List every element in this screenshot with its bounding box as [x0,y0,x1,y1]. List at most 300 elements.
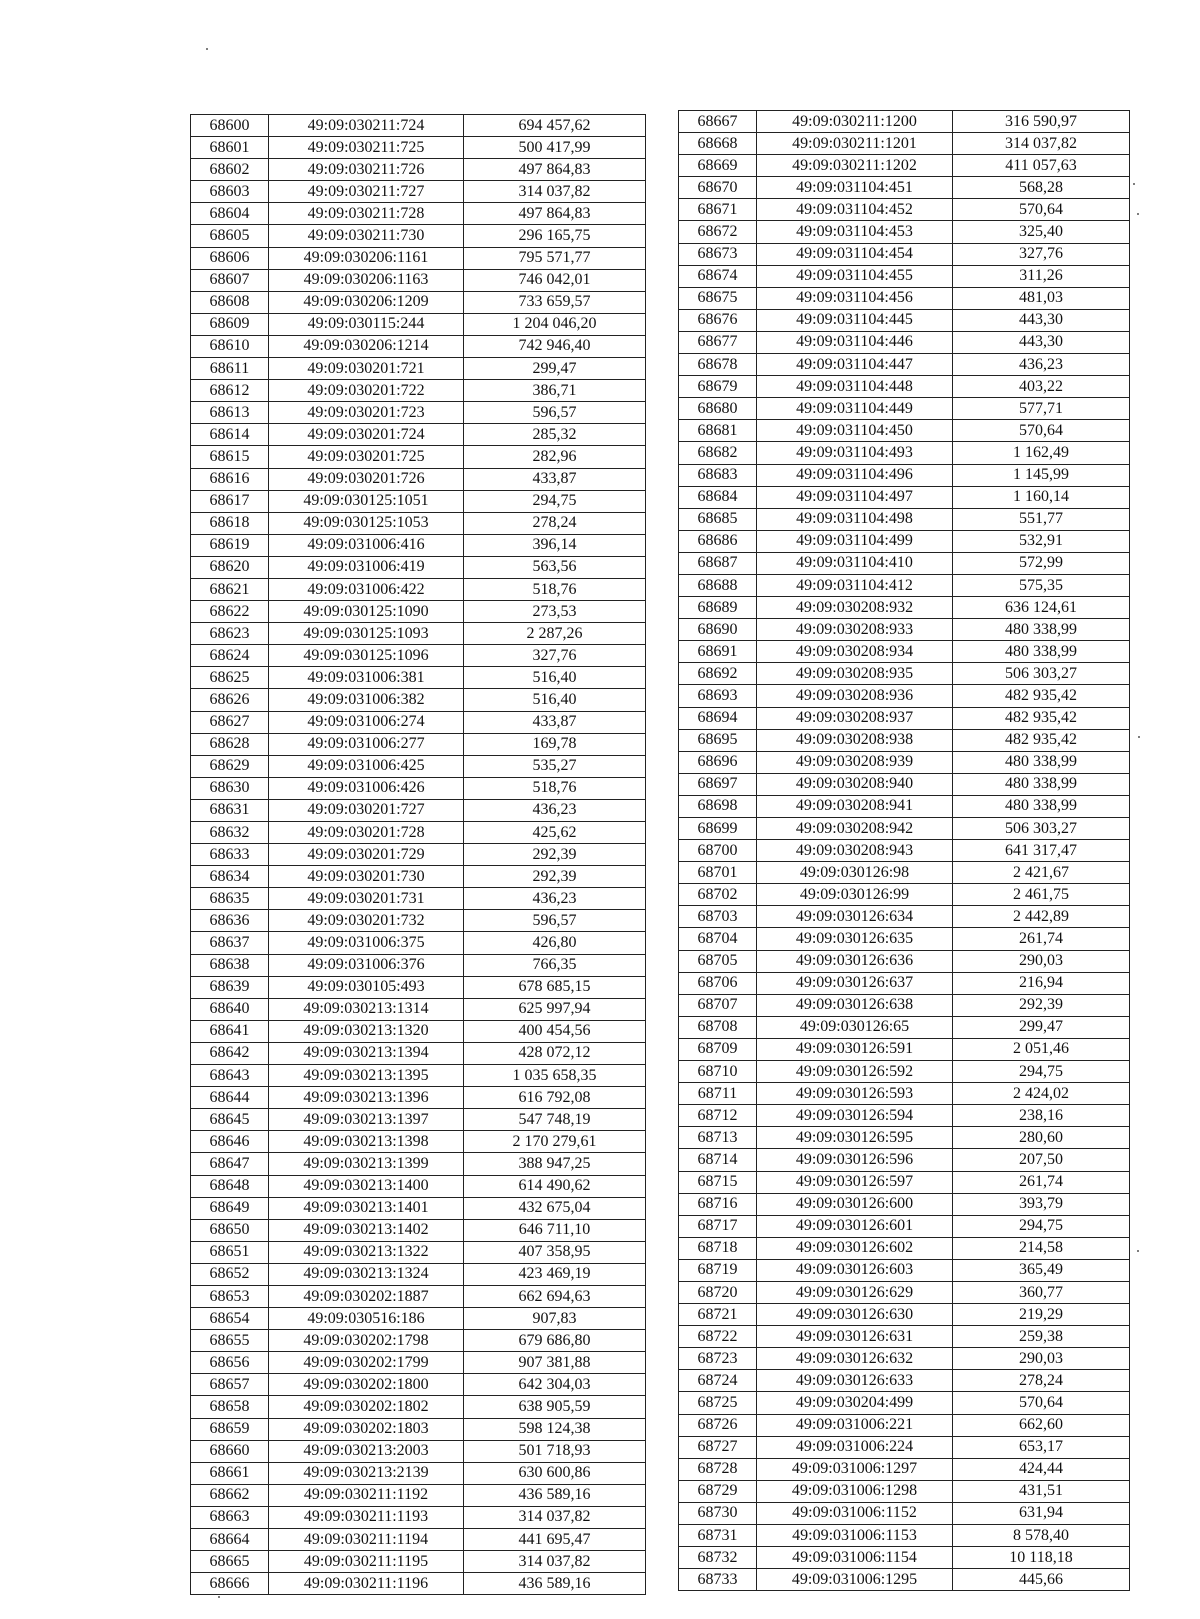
cadastral-number-cell: 49:09:030105:493 [269,976,464,998]
table-row [191,976,646,998]
value-cell: 630 600,86 [464,1462,646,1484]
cadastral-number-cell: 49:09:030126:65 [757,1016,953,1038]
table-row [191,799,646,821]
cadastral-number-cell: 49:09:030213:1397 [269,1109,464,1131]
value-cell: 407 358,95 [464,1241,646,1263]
row-number-cell: 68695 [679,729,757,751]
value-cell: 278,24 [464,512,646,534]
value-cell: 1 035 658,35 [464,1065,646,1087]
table-row [191,1484,646,1506]
row-number-cell: 68673 [679,243,757,265]
row-number-cell: 68671 [679,199,757,221]
cadastral-number-cell: 49:09:030211:1193 [269,1506,464,1528]
table-row [191,313,646,335]
value-cell: 207,50 [953,1149,1130,1171]
value-cell: 497 864,83 [464,203,646,225]
row-number-cell: 68681 [679,420,757,442]
value-cell: 482 935,42 [953,685,1130,707]
cadastral-number-cell: 49:09:030201:725 [269,446,464,468]
value-cell: 2 424,02 [953,1083,1130,1105]
value-cell: 631,94 [953,1502,1130,1524]
cadastral-number-cell: 49:09:030201:721 [269,358,464,380]
table-row [191,1197,646,1219]
cadastral-number-cell: 49:09:030126:595 [757,1127,953,1149]
value-cell: 169,78 [464,733,646,755]
table-row [679,486,1130,508]
cadastral-number-cell: 49:09:030213:1395 [269,1065,464,1087]
value-cell: 616 792,08 [464,1087,646,1109]
table-row [679,265,1130,287]
table-row [679,1061,1130,1083]
value-cell: 436 589,16 [464,1573,646,1595]
cadastral-number-cell: 49:09:030213:1402 [269,1219,464,1241]
row-number-cell: 68624 [191,645,269,667]
row-number-cell: 68684 [679,486,757,508]
cadastral-number-cell: 49:09:030211:1196 [269,1573,464,1595]
row-number-cell: 68650 [191,1219,269,1241]
table-row [679,663,1130,685]
row-number-cell: 68733 [679,1569,757,1591]
cadastral-number-cell: 49:09:031006:221 [757,1414,953,1436]
table-row [191,689,646,711]
value-cell: 482 935,42 [953,707,1130,729]
cadastral-number-cell: 49:09:030213:1314 [269,998,464,1020]
scan-speck [1138,736,1140,738]
scan-speck [1133,183,1135,185]
row-number-cell: 68724 [679,1370,757,1392]
value-cell: 425,62 [464,822,646,844]
table-row [679,1149,1130,1171]
row-number-cell: 68683 [679,464,757,486]
row-number-cell: 68655 [191,1330,269,1352]
row-number-cell: 68651 [191,1241,269,1263]
row-number-cell: 68645 [191,1109,269,1131]
value-cell: 280,60 [953,1127,1130,1149]
cadastral-number-cell: 49:09:030211:724 [269,115,464,137]
table-row [679,1193,1130,1215]
cadastral-number-cell: 49:09:030125:1093 [269,623,464,645]
cadastral-number-cell: 49:09:030125:1051 [269,490,464,512]
scan-speck [1137,1250,1139,1252]
cadastral-number-cell: 49:09:031104:412 [757,574,953,596]
value-cell: 547 748,19 [464,1109,646,1131]
row-number-cell: 68697 [679,773,757,795]
row-number-cell: 68700 [679,840,757,862]
table-row [679,751,1130,773]
row-number-cell: 68641 [191,1020,269,1042]
table-row [679,530,1130,552]
cadastral-number-cell: 49:09:031104:496 [757,464,953,486]
value-cell: 518,76 [464,777,646,799]
cadastral-number-cell: 49:09:031104:448 [757,376,953,398]
cadastral-number-cell: 49:09:031104:498 [757,508,953,530]
row-number-cell: 68715 [679,1171,757,1193]
row-number-cell: 68714 [679,1149,757,1171]
row-number-cell: 68600 [191,115,269,137]
right-table-body [679,111,1130,1591]
value-cell: 431,51 [953,1480,1130,1502]
row-number-cell: 68620 [191,556,269,578]
cadastral-number-cell: 49:09:030213:1398 [269,1131,464,1153]
row-number-cell: 68627 [191,711,269,733]
cadastral-number-cell: 49:09:031104:499 [757,530,953,552]
cadastral-number-cell: 49:09:030208:938 [757,729,953,751]
cadastral-number-cell: 49:09:030213:1399 [269,1153,464,1175]
table-row [679,221,1130,243]
cadastral-number-cell: 49:09:030211:1195 [269,1551,464,1573]
cadastral-number-cell: 49:09:030208:940 [757,773,953,795]
table-row [191,1263,646,1285]
row-number-cell: 68701 [679,862,757,884]
table-row [191,1440,646,1462]
cadastral-number-cell: 49:09:030211:1192 [269,1484,464,1506]
value-cell: 746 042,01 [464,269,646,291]
cadastral-number-cell: 49:09:031006:416 [269,534,464,556]
cadastral-number-cell: 49:09:030126:632 [757,1348,953,1370]
table-row [191,1131,646,1153]
cadastral-number-cell: 49:09:030126:631 [757,1326,953,1348]
row-number-cell: 68656 [191,1352,269,1374]
row-number-cell: 68707 [679,994,757,1016]
row-number-cell: 68605 [191,225,269,247]
cadastral-number-cell: 49:09:030126:603 [757,1259,953,1281]
cadastral-number-cell: 49:09:030516:186 [269,1308,464,1330]
cadastral-number-cell: 49:09:030211:725 [269,137,464,159]
value-cell: 299,47 [953,1016,1130,1038]
row-number-cell: 68649 [191,1197,269,1219]
value-cell: 596,57 [464,402,646,424]
table-row [191,1042,646,1064]
value-cell: 433,87 [464,468,646,490]
table-row [679,972,1130,994]
row-number-cell: 68630 [191,777,269,799]
value-cell: 393,79 [953,1193,1130,1215]
table-row [679,574,1130,596]
cadastral-number-cell: 49:09:030126:601 [757,1215,953,1237]
table-row [191,424,646,446]
value-cell: 436,23 [464,799,646,821]
table-row [191,269,646,291]
table-row [191,910,646,932]
table-row [191,1551,646,1573]
row-number-cell: 68646 [191,1131,269,1153]
cadastral-number-cell: 49:09:030201:722 [269,380,464,402]
cadastral-number-cell: 49:09:030206:1209 [269,291,464,313]
table-row [679,111,1130,133]
table-row [191,711,646,733]
row-number-cell: 68626 [191,689,269,711]
table-row [191,159,646,181]
cadastral-number-cell: 49:09:030126:99 [757,884,953,906]
row-number-cell: 68682 [679,442,757,464]
value-cell: 516,40 [464,689,646,711]
row-number-cell: 68665 [191,1551,269,1573]
table-row [191,181,646,203]
row-number-cell: 68652 [191,1263,269,1285]
cadastral-number-cell: 49:09:030126:594 [757,1105,953,1127]
value-cell: 428 072,12 [464,1042,646,1064]
value-cell: 506 303,27 [953,663,1130,685]
table-row [679,928,1130,950]
row-number-cell: 68659 [191,1418,269,1440]
table-row [679,243,1130,265]
cadastral-number-cell: 49:09:031006:1154 [757,1547,953,1569]
table-row [679,906,1130,928]
row-number-cell: 68730 [679,1502,757,1524]
value-cell: 1 160,14 [953,486,1130,508]
value-cell: 314 037,82 [953,133,1130,155]
table-row [679,1348,1130,1370]
row-number-cell: 68619 [191,534,269,556]
cadastral-number-cell: 49:09:030201:724 [269,424,464,446]
cadastral-number-cell: 49:09:030213:1400 [269,1175,464,1197]
table-row [679,862,1130,884]
table-row [191,667,646,689]
table-row [191,534,646,556]
row-number-cell: 68717 [679,1215,757,1237]
cadastral-number-cell: 49:09:031006:381 [269,667,464,689]
cadastral-number-cell: 49:09:031006:274 [269,711,464,733]
cadastral-number-cell: 49:09:031006:277 [269,733,464,755]
cadastral-number-cell: 49:09:030213:1394 [269,1042,464,1064]
value-cell: 290,03 [953,950,1130,972]
row-number-cell: 68689 [679,597,757,619]
cadastral-number-cell: 49:09:030206:1161 [269,247,464,269]
value-cell: 294,75 [953,1215,1130,1237]
cadastral-number-cell: 49:09:031104:452 [757,199,953,221]
cadastral-number-cell: 49:09:030202:1803 [269,1418,464,1440]
value-cell: 426,80 [464,932,646,954]
row-number-cell: 68616 [191,468,269,490]
row-number-cell: 68637 [191,932,269,954]
table-row [191,490,646,512]
row-number-cell: 68648 [191,1175,269,1197]
table-row [191,291,646,313]
row-number-cell: 68723 [679,1348,757,1370]
value-cell: 638 905,59 [464,1396,646,1418]
value-cell: 316 590,97 [953,111,1130,133]
row-number-cell: 68720 [679,1281,757,1303]
value-cell: 2 421,67 [953,862,1130,884]
row-number-cell: 68710 [679,1061,757,1083]
row-number-cell: 68664 [191,1529,269,1551]
cadastral-number-cell: 49:09:031006:426 [269,777,464,799]
table-row [679,1127,1130,1149]
value-cell: 294,75 [953,1061,1130,1083]
cadastral-number-cell: 49:09:030201:730 [269,866,464,888]
row-number-cell: 68688 [679,574,757,596]
row-number-cell: 68618 [191,512,269,534]
cadastral-number-cell: 49:09:030126:600 [757,1193,953,1215]
table-row [191,844,646,866]
value-cell: 642 304,03 [464,1374,646,1396]
cadastral-number-cell: 49:09:030213:1320 [269,1020,464,1042]
row-number-cell: 68657 [191,1374,269,1396]
cadastral-number-cell: 49:09:030126:638 [757,994,953,1016]
table-row [679,795,1130,817]
table-row [679,354,1130,376]
value-cell: 325,40 [953,221,1130,243]
row-number-cell: 68696 [679,751,757,773]
value-cell: 273,53 [464,601,646,623]
cadastral-number-cell: 49:09:030115:244 [269,313,464,335]
table-row [191,1396,646,1418]
row-number-cell: 68636 [191,910,269,932]
value-cell: 500 417,99 [464,137,646,159]
value-cell: 10 118,18 [953,1547,1130,1569]
row-number-cell: 68668 [679,133,757,155]
cadastral-number-cell: 49:09:030201:728 [269,822,464,844]
value-cell: 259,38 [953,1326,1130,1348]
row-number-cell: 68727 [679,1436,757,1458]
table-row [679,331,1130,353]
cadastral-number-cell: 49:09:030126:635 [757,928,953,950]
cadastral-number-cell: 49:09:031006:1298 [757,1480,953,1502]
cadastral-number-cell: 49:09:030201:726 [269,468,464,490]
table-row [191,1219,646,1241]
value-cell: 641 317,47 [953,840,1130,862]
cadastral-number-cell: 49:09:031006:382 [269,689,464,711]
cadastral-number-cell: 49:09:030126:98 [757,862,953,884]
cadastral-number-cell: 49:09:030126:597 [757,1171,953,1193]
value-cell: 907 381,88 [464,1352,646,1374]
value-cell: 646 711,10 [464,1219,646,1241]
cadastral-number-cell: 49:09:031104:449 [757,398,953,420]
row-number-cell: 68680 [679,398,757,420]
cadastral-number-cell: 49:09:030213:2139 [269,1462,464,1484]
cadastral-number-cell: 49:09:031104:455 [757,265,953,287]
cadastral-number-cell: 49:09:030208:934 [757,641,953,663]
row-number-cell: 68702 [679,884,757,906]
table-row [191,1153,646,1175]
row-number-cell: 68663 [191,1506,269,1528]
table-row [679,442,1130,464]
row-number-cell: 68634 [191,866,269,888]
cadastral-number-cell: 49:09:030126:591 [757,1038,953,1060]
value-cell: 214,58 [953,1237,1130,1259]
table-row [679,464,1130,486]
row-number-cell: 68718 [679,1237,757,1259]
cadastral-number-cell: 49:09:031104:446 [757,331,953,353]
value-cell: 445,66 [953,1569,1130,1591]
value-cell: 501 718,93 [464,1440,646,1462]
value-cell: 598 124,38 [464,1418,646,1440]
value-cell: 532,91 [953,530,1130,552]
table-row [191,247,646,269]
cadastral-number-cell: 49:09:030206:1214 [269,335,464,357]
row-number-cell: 68631 [191,799,269,821]
table-row [191,446,646,468]
row-number-cell: 68712 [679,1105,757,1127]
value-cell: 282,96 [464,446,646,468]
table-row [191,1285,646,1307]
cadastral-number-cell: 49:09:031104:450 [757,420,953,442]
row-number-cell: 68709 [679,1038,757,1060]
table-row [679,773,1130,795]
row-number-cell: 68685 [679,508,757,530]
value-cell: 662,60 [953,1414,1130,1436]
row-number-cell: 68638 [191,954,269,976]
row-number-cell: 68653 [191,1285,269,1307]
row-number-cell: 68644 [191,1087,269,1109]
table-row [191,1330,646,1352]
value-cell: 2 461,75 [953,884,1130,906]
cadastral-number-cell: 49:09:030213:1401 [269,1197,464,1219]
value-cell: 480 338,99 [953,641,1130,663]
cadastral-number-cell: 49:09:030208:937 [757,707,953,729]
table-row [679,376,1130,398]
table-row [679,155,1130,177]
cadastral-number-cell: 49:09:031006:1153 [757,1525,953,1547]
value-cell: 506 303,27 [953,818,1130,840]
table-row [191,733,646,755]
cadastral-number-cell: 49:09:030201:731 [269,888,464,910]
row-number-cell: 68643 [191,1065,269,1087]
value-cell: 441 695,47 [464,1529,646,1551]
row-number-cell: 68676 [679,309,757,331]
table-row [679,685,1130,707]
cadastral-number-cell: 49:09:030202:1799 [269,1352,464,1374]
value-cell: 516,40 [464,667,646,689]
value-cell: 292,39 [953,994,1130,1016]
value-cell: 568,28 [953,177,1130,199]
cadastral-number-cell: 49:09:031104:453 [757,221,953,243]
cadastral-number-cell: 49:09:030204:499 [757,1392,953,1414]
value-cell: 311,26 [953,265,1130,287]
table-row [679,1215,1130,1237]
cadastral-number-cell: 49:09:030201:723 [269,402,464,424]
table-row [679,818,1130,840]
cadastral-number-cell: 49:09:031006:425 [269,755,464,777]
cadastral-number-cell: 49:09:030211:1202 [757,155,953,177]
row-number-cell: 68632 [191,822,269,844]
value-cell: 535,27 [464,755,646,777]
cadastral-number-cell: 49:09:030211:727 [269,181,464,203]
table-row [679,1105,1130,1127]
table-row [679,287,1130,309]
value-cell: 662 694,63 [464,1285,646,1307]
row-number-cell: 68711 [679,1083,757,1105]
value-cell: 625 997,94 [464,998,646,1020]
cadastral-number-cell: 49:09:030202:1800 [269,1374,464,1396]
cadastral-number-cell: 49:09:030211:1201 [757,133,953,155]
row-number-cell: 68614 [191,424,269,446]
row-number-cell: 68706 [679,972,757,994]
table-row [191,203,646,225]
row-number-cell: 68672 [679,221,757,243]
table-row [191,1418,646,1440]
cadastral-number-cell: 49:09:030208:932 [757,597,953,619]
cadastral-number-cell: 49:09:030208:936 [757,685,953,707]
cadastral-number-cell: 49:09:031104:447 [757,354,953,376]
value-cell: 482 935,42 [953,729,1130,751]
table-row [191,1065,646,1087]
value-cell: 360,77 [953,1281,1130,1303]
cadastral-number-cell: 49:09:031104:445 [757,309,953,331]
row-number-cell: 68721 [679,1304,757,1326]
row-number-cell: 68705 [679,950,757,972]
row-number-cell: 68677 [679,331,757,353]
cadastral-number-cell: 49:09:030126:592 [757,1061,953,1083]
row-number-cell: 68708 [679,1016,757,1038]
row-number-cell: 68601 [191,137,269,159]
row-number-cell: 68729 [679,1480,757,1502]
table-row [191,556,646,578]
cadastral-number-cell: 49:09:031006:224 [757,1436,953,1458]
value-cell: 314 037,82 [464,1551,646,1573]
table-row [679,1016,1130,1038]
cadastral-number-cell: 49:09:030208:942 [757,818,953,840]
